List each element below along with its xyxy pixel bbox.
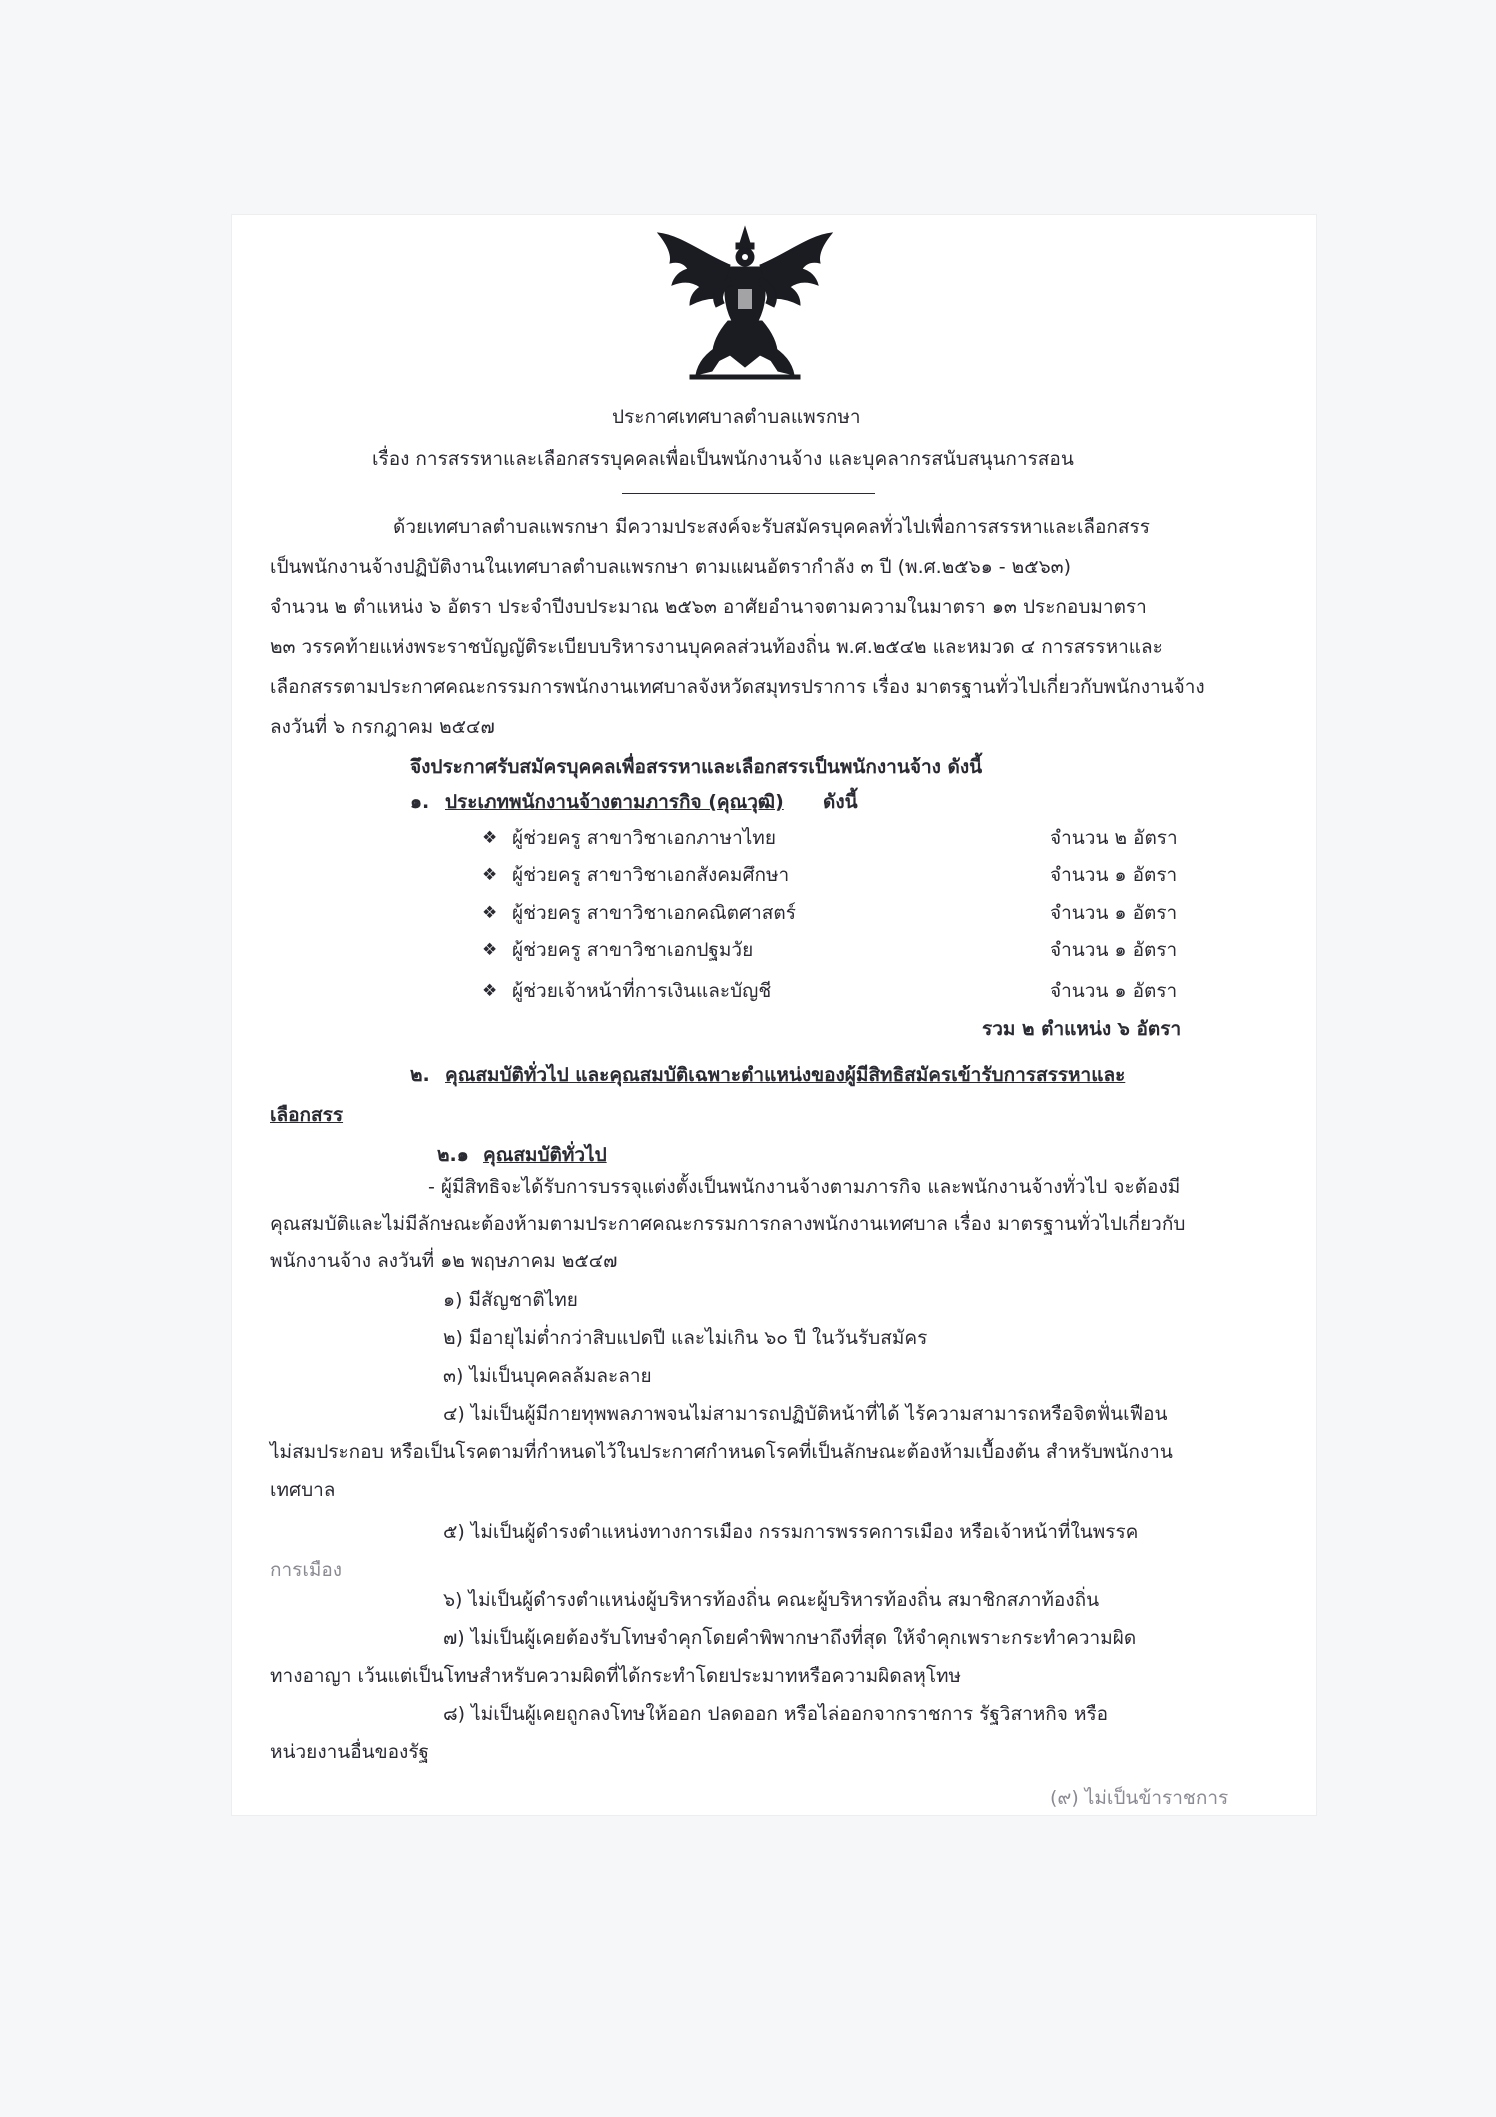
section-2-1-para-line-1: - ผู้มีสิทธิจะได้รับการบรรจุแต่งตั้งเป็นพนักงานจ้างตามภารกิจ และพนักงานจ้างทั่วไป จะต้องมี — [428, 1176, 1181, 1198]
diamond-bullet-icon: ❖ — [482, 981, 498, 1001]
qualification-7: ๗) ไม่เป็นผู้เคยต้องรับโทษจำคุกโดยคำพิพากษาถึงที่สุด ให้จำคุกเพราะกระทำความผิด — [443, 1627, 1137, 1649]
diamond-bullet-icon: ❖ — [482, 828, 498, 848]
title-divider — [622, 493, 875, 494]
qualification-4-end: เทศบาล — [270, 1479, 336, 1501]
section-1-number: ๑. — [410, 791, 430, 813]
diamond-bullet-icon: ❖ — [482, 903, 498, 923]
section-2-title: คุณสมบัติทั่วไป และคุณสมบัติเฉพาะตำแหน่งของผู้มีสิทธิสมัครเข้ารับการสรรหาและ — [445, 1064, 1126, 1086]
garuda-emblem-icon — [650, 225, 840, 385]
section-1-suffix: ดังนี้ — [823, 791, 858, 813]
section-2-1-title: คุณสมบัติทั่วไป — [483, 1144, 607, 1166]
qualification-7-cont: ทางอาญา เว้นแต่เป็นโทษสำหรับความผิดที่ได้กระทำโดยประมาทหรือความผิดลหุโทษ — [270, 1665, 962, 1687]
position-name: ผู้ช่วยครู สาขาวิชาเอกคณิตศาสตร์ — [512, 902, 796, 924]
section-2-number: ๒. — [410, 1064, 430, 1086]
position-count: จำนวน ๑ อัตรา — [1050, 980, 1178, 1002]
position-name: ผู้ช่วยครู สาขาวิชาเอกสังคมศึกษา — [512, 864, 790, 886]
intro-line-5: เลือกสรรตามประกาศคณะกรรมการพนักงานเทศบาลจังหวัดสมุทรปราการ เรื่อง มาตรฐานทั่วไปเกี่ยวกับพนักงานจ้าง — [270, 676, 1205, 698]
qualification-1: ๑) มีสัญชาติไทย — [443, 1289, 578, 1311]
position-count: จำนวน ๒ อัตรา — [1050, 827, 1178, 849]
section-2-1-number: ๒.๑ — [437, 1144, 469, 1166]
qualification-2: ๒) มีอายุไม่ต่ำกว่าสิบแปดปี และไม่เกิน ๖๐ ปี ในวันรับสมัคร — [443, 1327, 928, 1349]
position-count: จำนวน ๑ อัตรา — [1050, 939, 1178, 961]
qualification-4: ๔) ไม่เป็นผู้มีกายทุพพลภาพจนไม่สามารถปฏิบัติหน้าที่ได้ ไร้ความสามารถหรือจิตฟั่นเฟือน — [443, 1403, 1168, 1425]
position-name: ผู้ช่วยครู สาขาวิชาเอกปฐมวัย — [512, 939, 754, 961]
qualification-6: ๖) ไม่เป็นผู้ดำรงตำแหน่งผู้บริหารท้องถิ่น คณะผู้บริหารท้องถิ่น สมาชิกสภาท้องถิ่น — [443, 1589, 1100, 1611]
intro-line-6: ลงวันที่ ๖ กรกฎาคม ๒๕๔๗ — [270, 716, 495, 738]
total-line: รวม ๒ ตำแหน่ง ๖ อัตรา — [982, 1018, 1182, 1040]
intro-line-4: ๒๓ วรรคท้ายแห่งพระราชบัญญัติระเบียบบริหารงานบุคคลส่วนท้องถิ่น พ.ศ.๒๕๔๒ และหมวด ๔ การสรรหาและ — [270, 636, 1163, 658]
section-1-title: ประเภทพนักงานจ้างตามภารกิจ (คุณวุฒิ) — [445, 791, 784, 813]
intro-line-3: จำนวน ๒ ตำแหน่ง ๖ อัตรา ประจำปีงบประมาณ ๒๕๖๓ อาศัยอำนาจตามความในมาตรา ๑๓ ประกอบมาตรา — [270, 596, 1147, 618]
announcement-line: จึงประกาศรับสมัครบุคคลเพื่อสรรหาและเลือกสรรเป็นพนักงานจ้าง ดังนี้ — [410, 756, 983, 778]
document-title: ประกาศเทศบาลตำบลแพรกษา — [612, 406, 861, 428]
intro-line-1: ด้วยเทศบาลตำบลแพรกษา มีความประสงค์จะรับสมัครบุคคลทั่วไปเพื่อการสรรหาและเลือกสรร — [393, 516, 1150, 538]
section-2-1-para-line-3: พนักงานจ้าง ลงวันที่ ๑๒ พฤษภาคม ๒๕๔๗ — [270, 1250, 618, 1272]
qualification-9-partial: (๙) ไม่เป็นข้าราชการ — [1050, 1787, 1229, 1809]
position-count: จำนวน ๑ อัตรา — [1050, 864, 1178, 886]
position-name: ผู้ช่วยเจ้าหน้าที่การเงินและบัญชี — [512, 980, 772, 1002]
qualification-8: ๘) ไม่เป็นผู้เคยถูกลงโทษให้ออก ปลดออก หรือไล่ออกจากราชการ รัฐวิสาหกิจ หรือ — [443, 1703, 1109, 1725]
section-2-1-para-line-2: คุณสมบัติและไม่มีลักษณะต้องห้ามตามประกาศคณะกรรมการกลางพนักงานเทศบาล เรื่อง มาตรฐานทั่วไปเกี่ยวกับ — [270, 1213, 1186, 1235]
diamond-bullet-icon: ❖ — [482, 940, 498, 960]
position-name: ผู้ช่วยครู สาขาวิชาเอกภาษาไทย — [512, 827, 776, 849]
qualification-3: ๓) ไม่เป็นบุคคลล้มละลาย — [443, 1365, 652, 1387]
section-2-title-cont: เลือกสรร — [270, 1104, 344, 1126]
position-count: จำนวน ๑ อัตรา — [1050, 902, 1178, 924]
intro-line-2: เป็นพนักงานจ้างปฏิบัติงานในเทศบาลตำบลแพรกษา ตามแผนอัตรากำลัง ๓ ปี (พ.ศ.๒๕๖๑ - ๒๕๖๓) — [270, 556, 1072, 578]
qualification-4-cont: ไม่สมประกอบ หรือเป็นโรคตามที่กำหนดไว้ในประกาศกำหนดโรคที่เป็นลักษณะต้องห้ามเบื้องต้น สำหรับพนักงาน — [270, 1441, 1173, 1463]
document-subject: เรื่อง การสรรหาและเลือกสรรบุคคลเพื่อเป็นพนักงานจ้าง และบุคลากรสนับสนุนการสอน — [372, 448, 1074, 470]
qualification-5: ๕) ไม่เป็นผู้ดำรงตำแหน่งทางการเมือง กรรมการพรรคการเมือง หรือเจ้าหน้าที่ในพรรค — [443, 1521, 1139, 1543]
diamond-bullet-icon: ❖ — [482, 865, 498, 885]
qualification-5-cont: การเมือง — [270, 1559, 343, 1581]
qualification-8-cont: หน่วยงานอื่นของรัฐ — [270, 1741, 430, 1763]
